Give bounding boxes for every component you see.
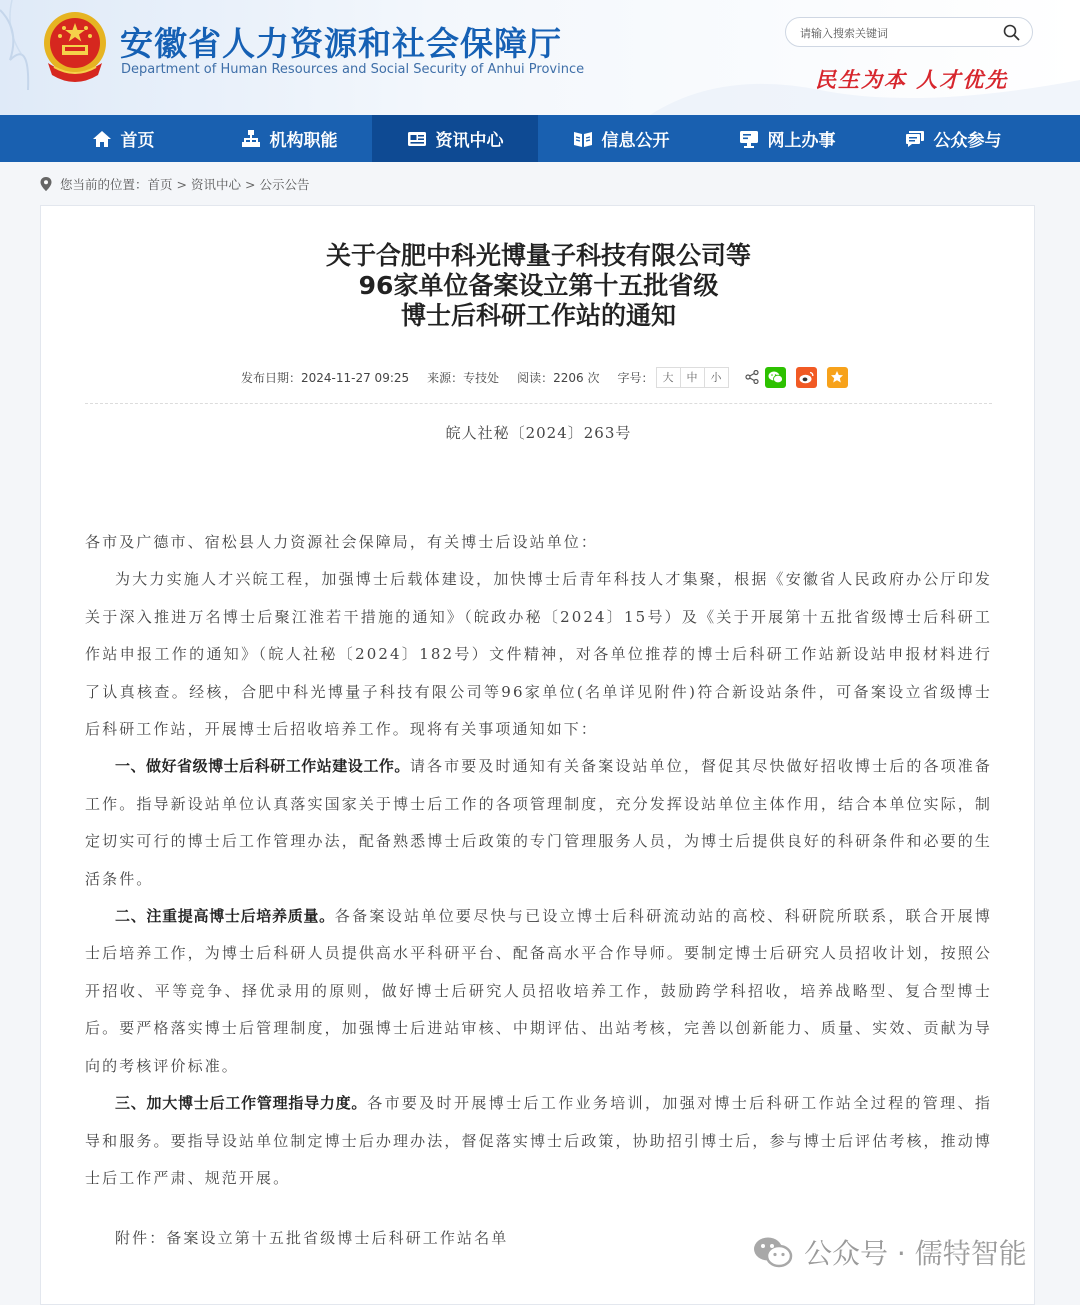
font-size-large-button[interactable]: 大 bbox=[657, 368, 681, 387]
document-number: 皖人社秘〔2024〕263号 bbox=[445, 424, 632, 442]
breadcrumb-announcements[interactable]: 公示公告 bbox=[259, 177, 310, 192]
section-heading: 二、注重提高博士后培养质量。 bbox=[115, 907, 335, 926]
intro-paragraph: 为大力实施人才兴皖工程，加强博士后载体建设，加快博士后青年科技人才集聚，根据《安徽省人民政府办公厅印发关于深入推进万名博士后聚江淮若干措施的通知》（皖政办秘〔2024〕15号）及《关于开展第十五批省级博士后科研工作站申报工作的通知》（皖人社秘〔2024〕182号）文件精神，对各单位推荐的博士后科研工作站新设站申报材料进行了认真核查。经核，合肥中科光博量子科技有限公司等96家单位(名单详见附件)符合新设站条件，可备案设立省级博士后科研工作站，开展博士后招收培养工作。现将有关事项通知如下： bbox=[85, 570, 992, 739]
nav-label-home: 首页 bbox=[120, 131, 155, 151]
watermark-text: 公众号 · 儒特智能 bbox=[804, 1237, 1027, 1270]
nav-item-home[interactable] bbox=[40, 115, 206, 162]
article-title-line: 关于合肥中科光博量子科技有限公司等 bbox=[325, 241, 751, 270]
breadcrumb-news[interactable]: 资讯中心 bbox=[191, 177, 242, 192]
article-meta bbox=[241, 364, 848, 390]
search-icon[interactable] bbox=[1003, 24, 1020, 41]
view-count: 阅读：2206 次 bbox=[517, 370, 600, 385]
open-info-icon bbox=[573, 129, 593, 149]
news-icon bbox=[407, 129, 427, 149]
font-size-small-button[interactable]: 小 bbox=[710, 370, 722, 384]
main-nav bbox=[0, 115, 1080, 162]
article-title bbox=[41, 241, 1036, 331]
star-icon bbox=[830, 370, 844, 384]
font-size-selector bbox=[656, 367, 729, 388]
section-paragraph bbox=[85, 748, 992, 898]
wechat-icon bbox=[768, 371, 783, 384]
wechat-share-button[interactable] bbox=[765, 367, 786, 388]
home-icon bbox=[92, 129, 112, 149]
breadcrumb-prefix: 您当前的位置： bbox=[60, 177, 148, 192]
salutation: 各市及广德市、宿松县人力资源社会保障局，有关博士后设站单位： bbox=[85, 533, 599, 551]
breadcrumb bbox=[40, 175, 310, 193]
article-source: 来源：专技处 bbox=[427, 370, 500, 385]
nav-item-org[interactable] bbox=[206, 115, 372, 162]
section-text: 各备案设站单位要尽快与已设立博士后科研流动站的高校、科研院所联系，联合开展博士后培养工作，为博士后科研人员提供高水平科研平台、配备高水平合作导师。要制定博士后研究人员招收计划，按照公开招收、平等竞争、择优录用的原则，做好博士后研究人员招收培养工作，鼓励跨学科招收，培养战略型、复合型博士后。要严格落实博士后管理制度，加强博士后进站审核、中期评估、出站考核，完善以创新能力、质量、实效、贡献为导向的考核评价标准。 bbox=[85, 907, 992, 1075]
font-size-medium-button[interactable]: 中 bbox=[681, 368, 705, 387]
search-box bbox=[785, 17, 1033, 47]
nav-label-open-info: 信息公开 bbox=[601, 131, 670, 151]
section-heading: 三、加大博士后工作管理指导力度。 bbox=[115, 1094, 368, 1113]
wechat-logo-icon bbox=[752, 1235, 794, 1269]
nav-item-news[interactable] bbox=[372, 115, 538, 162]
favorite-button[interactable] bbox=[827, 367, 848, 388]
site-title: 安徽省人力资源和社会保障厅 bbox=[120, 24, 562, 63]
breadcrumb-separator: > bbox=[245, 176, 256, 192]
online-service-icon bbox=[739, 129, 759, 149]
breadcrumb-separator: > bbox=[176, 176, 188, 192]
nav-label-online-service: 网上办事 bbox=[767, 131, 836, 151]
search-input[interactable] bbox=[798, 22, 992, 44]
site-subtitle: Department of Human Resources and Social Security of Anhui Province bbox=[121, 62, 585, 77]
slogan: 民生为本 人才优先 bbox=[815, 67, 1009, 92]
meta-divider bbox=[85, 403, 992, 404]
article-title-line: 博士后科研工作站的通知 bbox=[400, 301, 676, 330]
breadcrumb-home[interactable]: 首页 bbox=[147, 177, 173, 192]
share-icon[interactable] bbox=[745, 370, 759, 384]
weibo-icon bbox=[799, 371, 814, 384]
location-pin-icon bbox=[40, 177, 52, 191]
nav-item-open-info[interactable] bbox=[538, 115, 704, 162]
nav-item-public[interactable] bbox=[870, 115, 1036, 162]
nav-label-news: 资讯中心 bbox=[435, 131, 504, 151]
weibo-share-button[interactable] bbox=[796, 367, 817, 388]
section-paragraph bbox=[85, 898, 992, 1085]
article-body bbox=[85, 524, 992, 1258]
section-text: 请各市要及时通知有关备案设站单位，督促其尽快做好招收博士后的各项准备工作。指导新设站单位认真落实国家关于博士后工作的各项管理制度，充分发挥设站单位主体作用，结合本单位实际，制定切实可行的博士后工作管理办法，配备熟悉博士后政策的专门管理服务人员，为博士后提供良好的科研条件和必要的生活条件。 bbox=[85, 757, 992, 888]
section-text: 各市要及时开展博士后工作业务培训，加强对博士后科研工作站全过程的管理、指导和服务。要指导设站单位制定博士后办理办法，督促落实博士后政策，协助招引博士后，参与博士后评估考核，推动博士后工作严肃、规范开展。 bbox=[85, 1094, 992, 1187]
share-bar bbox=[745, 367, 848, 388]
nav-item-online-service[interactable] bbox=[704, 115, 870, 162]
public-participation-icon bbox=[905, 129, 925, 149]
article-card bbox=[40, 205, 1035, 1305]
nav-label-public: 公众参与 bbox=[933, 131, 1002, 151]
national-emblem-icon bbox=[40, 9, 110, 85]
org-chart-icon bbox=[241, 129, 261, 149]
article-title-line: 96家单位备案设立第十五批省级 bbox=[358, 271, 719, 300]
nav-label-org: 机构职能 bbox=[269, 131, 338, 151]
attachment-link[interactable]: 附件：备案设立第十五批省级博士后科研工作站名单 bbox=[115, 1229, 509, 1248]
site-header bbox=[0, 0, 1080, 115]
wechat-watermark bbox=[752, 1232, 1027, 1272]
publish-date: 发布日期：2024-11-27 09:25 bbox=[241, 370, 410, 385]
font-size-label: 字号： bbox=[617, 370, 654, 385]
section-heading: 一、做好省级博士后科研工作站建设工作。 bbox=[115, 757, 410, 776]
section-paragraph bbox=[85, 1085, 992, 1197]
